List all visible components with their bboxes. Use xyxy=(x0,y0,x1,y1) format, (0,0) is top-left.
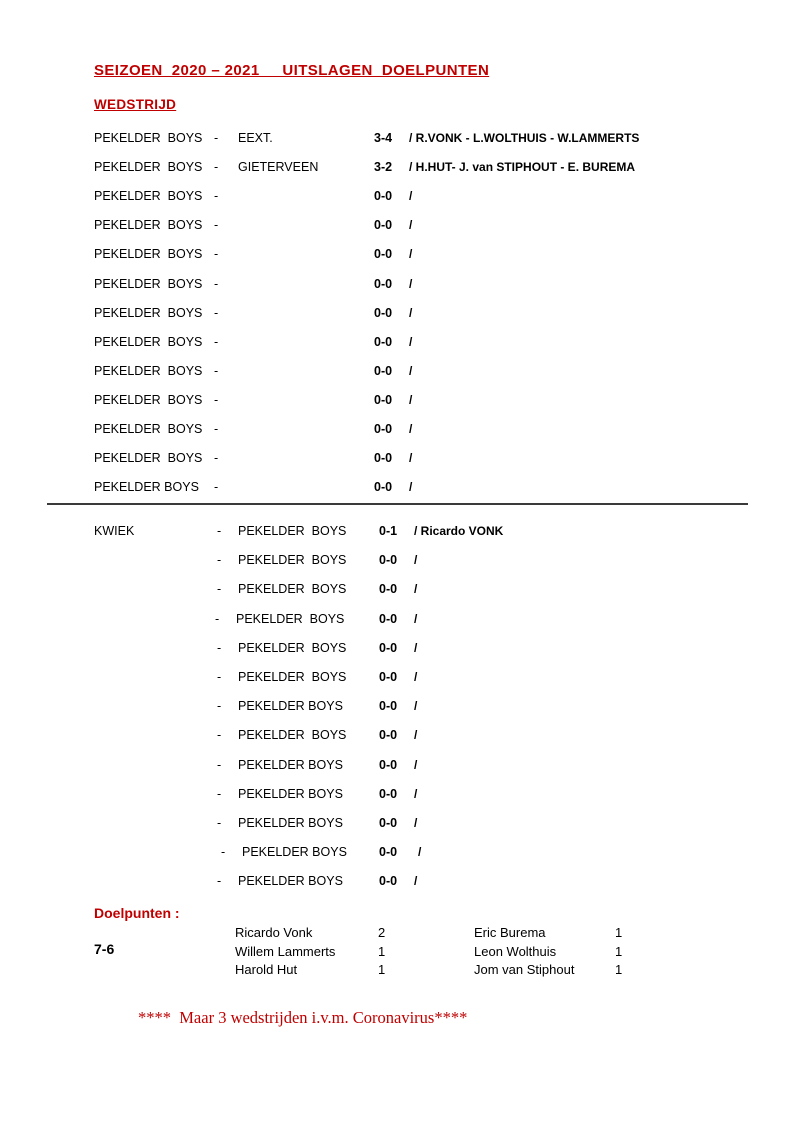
match-separator: - xyxy=(217,786,222,801)
match-row xyxy=(0,699,794,719)
match-row xyxy=(0,422,794,442)
match-home-team: PEKELDER BOYS xyxy=(94,334,203,349)
match-score: 0-0 xyxy=(379,640,398,655)
scorer-name: Ricardo Vonk xyxy=(235,925,313,940)
match-row xyxy=(0,277,794,297)
scorer-goals: 1 xyxy=(615,943,623,959)
match-score: 0-0 xyxy=(379,757,398,772)
match-home-team: KWIEK xyxy=(94,524,135,538)
match-scorers: / xyxy=(409,305,413,320)
match-away-team: PEKELDER BOYS xyxy=(242,845,347,860)
match-separator: - xyxy=(214,392,219,407)
match-separator: - xyxy=(214,276,219,291)
match-away-team: PEKELDER BOYS xyxy=(238,816,343,830)
match-away-team: PEKELDER BOYS xyxy=(238,757,343,772)
match-separator: - xyxy=(214,247,219,262)
match-scorers: / xyxy=(414,553,418,568)
match-home-team: PEKELDER BOYS xyxy=(94,480,199,495)
match-score: 0-0 xyxy=(374,334,393,349)
match-row xyxy=(0,758,794,778)
match-scorers: / xyxy=(414,699,418,714)
match-row xyxy=(0,393,794,413)
match-separator: - xyxy=(217,582,222,597)
match-scorers: / xyxy=(409,363,413,378)
match-scorers: / xyxy=(414,670,418,684)
match-row xyxy=(0,524,794,544)
match-separator: - xyxy=(214,160,219,175)
match-separator: - xyxy=(214,422,219,436)
match-score: 0-0 xyxy=(379,786,398,801)
match-scorers: / xyxy=(409,189,413,204)
match-separator: - xyxy=(217,874,222,889)
match-row xyxy=(0,553,794,573)
match-score: 0-0 xyxy=(379,874,398,889)
match-separator: - xyxy=(214,451,219,466)
match-home-team: PEKELDER BOYS xyxy=(94,363,203,378)
scorer-goals: 1 xyxy=(378,962,386,977)
match-scorers: / Ricardo VONK xyxy=(414,524,504,538)
match-scorers: / xyxy=(414,582,418,597)
scorer-goals: 2 xyxy=(378,925,386,940)
match-away-team: PEKELDER BOYS xyxy=(238,786,343,801)
match-row xyxy=(0,131,794,151)
match-row xyxy=(0,335,794,355)
match-scorers: / xyxy=(409,247,413,262)
match-away-team: GIETERVEEN xyxy=(238,160,319,175)
match-score: 0-0 xyxy=(374,392,393,407)
match-scorers: / xyxy=(414,640,418,655)
match-row xyxy=(0,582,794,602)
match-home-team: PEKELDER BOYS xyxy=(94,451,203,466)
match-row xyxy=(0,364,794,384)
match-row xyxy=(0,160,794,180)
scorer-name: Willem Lammerts xyxy=(235,943,336,959)
match-row xyxy=(0,787,794,807)
match-row xyxy=(0,845,794,865)
match-separator: - xyxy=(217,553,222,568)
match-score: 0-0 xyxy=(379,670,398,684)
match-row xyxy=(0,612,794,632)
match-away-team: PEKELDER BOYS xyxy=(238,553,347,568)
match-home-team: PEKELDER BOYS xyxy=(94,422,203,436)
match-score: 0-0 xyxy=(374,247,393,262)
scorer-goals: 1 xyxy=(615,962,623,977)
match-away-team: PEKELDER BOYS xyxy=(238,699,343,714)
scorer-name: Harold Hut xyxy=(235,962,298,977)
total-score: 7-6 xyxy=(94,941,115,957)
match-scorers: / xyxy=(409,218,413,233)
match-scorers: / xyxy=(409,392,413,407)
match-score: 0-0 xyxy=(374,305,393,320)
section-heading-wedstrijd: WEDSTRIJD xyxy=(94,97,177,112)
match-away-team: PEKELDER BOYS xyxy=(238,640,347,655)
match-row xyxy=(0,218,794,238)
match-row xyxy=(0,874,794,894)
match-separator: - xyxy=(214,189,219,204)
match-separator: - xyxy=(217,728,222,743)
match-score: 3-2 xyxy=(374,160,393,175)
match-home-team: PEKELDER BOYS xyxy=(94,131,203,145)
match-score: 0-0 xyxy=(379,728,398,743)
match-separator: - xyxy=(214,305,219,320)
doelpunten-label: Doelpunten : xyxy=(94,905,180,921)
match-row xyxy=(0,451,794,471)
match-score: 0-1 xyxy=(379,524,398,538)
match-away-team: PEKELDER BOYS xyxy=(238,582,347,597)
scorer-goals: 1 xyxy=(615,925,623,940)
scorer-name: Jom van Stiphout xyxy=(474,962,575,977)
match-home-team: PEKELDER BOYS xyxy=(94,305,203,320)
match-score: 3-4 xyxy=(374,131,393,145)
match-score: 0-0 xyxy=(374,276,393,291)
match-away-team: PEKELDER BOYS xyxy=(238,874,343,889)
scorer-name: Leon Wolthuis xyxy=(474,943,557,959)
match-row xyxy=(0,247,794,267)
match-separator: - xyxy=(217,699,222,714)
match-score: 0-0 xyxy=(379,816,398,830)
match-scorers: / xyxy=(409,422,413,436)
section-divider xyxy=(47,503,748,505)
match-row xyxy=(0,816,794,836)
match-away-team: PEKELDER BOYS xyxy=(238,524,347,538)
match-score: 0-0 xyxy=(374,218,393,233)
match-scorers: / xyxy=(409,334,413,349)
scorer-name: Eric Burema xyxy=(474,925,546,940)
match-separator: - xyxy=(215,611,220,626)
match-score: 0-0 xyxy=(379,553,398,568)
match-scorers: / xyxy=(414,816,418,830)
page-title: SEIZOEN 2020 – 2021 UITSLAGEN DOELPUNTEN xyxy=(94,62,490,79)
match-row xyxy=(0,670,794,690)
match-home-team: PEKELDER BOYS xyxy=(94,160,203,175)
match-home-team: PEKELDER BOYS xyxy=(94,276,203,291)
match-row xyxy=(0,306,794,326)
match-away-team: EEXT. xyxy=(238,131,273,145)
match-home-team: PEKELDER BOYS xyxy=(94,218,203,233)
match-scorers: / xyxy=(414,874,418,889)
match-score: 0-0 xyxy=(374,363,393,378)
match-separator: - xyxy=(217,816,222,830)
match-score: 0-0 xyxy=(379,582,398,597)
match-scorers: / xyxy=(409,480,413,495)
match-scorers: / R.VONK - L.WOLTHUIS - W.LAMMERTS xyxy=(409,131,640,145)
match-scorers: / xyxy=(414,786,418,801)
match-separator: - xyxy=(217,640,222,655)
match-score: 0-0 xyxy=(379,611,398,626)
match-scorers: / xyxy=(409,276,413,291)
scorer-goals: 1 xyxy=(378,943,386,959)
match-score: 0-0 xyxy=(374,422,393,436)
match-score: 0-0 xyxy=(374,451,393,466)
match-separator: - xyxy=(217,757,222,772)
match-score: 0-0 xyxy=(374,480,393,495)
match-row xyxy=(0,480,794,500)
match-separator: - xyxy=(221,845,226,860)
match-scorers: / xyxy=(414,728,418,743)
match-separator: - xyxy=(214,131,219,145)
match-separator: - xyxy=(214,363,219,378)
match-scorers: / xyxy=(414,757,418,772)
match-row xyxy=(0,189,794,209)
match-home-team: PEKELDER BOYS xyxy=(94,392,203,407)
match-away-team: PEKELDER BOYS xyxy=(238,670,347,684)
match-scorers: / xyxy=(414,611,418,626)
match-away-team: PEKELDER BOYS xyxy=(238,728,347,743)
match-separator: - xyxy=(217,670,222,684)
match-away-team: PEKELDER BOYS xyxy=(236,611,345,626)
match-home-team: PEKELDER BOYS xyxy=(94,189,203,204)
match-separator: - xyxy=(214,480,219,495)
match-separator: - xyxy=(214,218,219,233)
match-score: 0-0 xyxy=(374,189,393,204)
footer-note: **** Maar 3 wedstrijden i.v.m. Coronavirus**** xyxy=(138,1008,468,1027)
match-row xyxy=(0,728,794,748)
match-score: 0-0 xyxy=(379,845,398,860)
match-row xyxy=(0,641,794,661)
match-separator: - xyxy=(214,334,219,349)
match-score: 0-0 xyxy=(379,699,398,714)
match-separator: - xyxy=(217,524,222,538)
match-scorers: / xyxy=(409,451,413,466)
match-home-team: PEKELDER BOYS xyxy=(94,247,203,262)
match-scorers: / xyxy=(418,845,422,860)
match-scorers: / H.HUT- J. van STIPHOUT - E. BUREMA xyxy=(409,160,636,175)
